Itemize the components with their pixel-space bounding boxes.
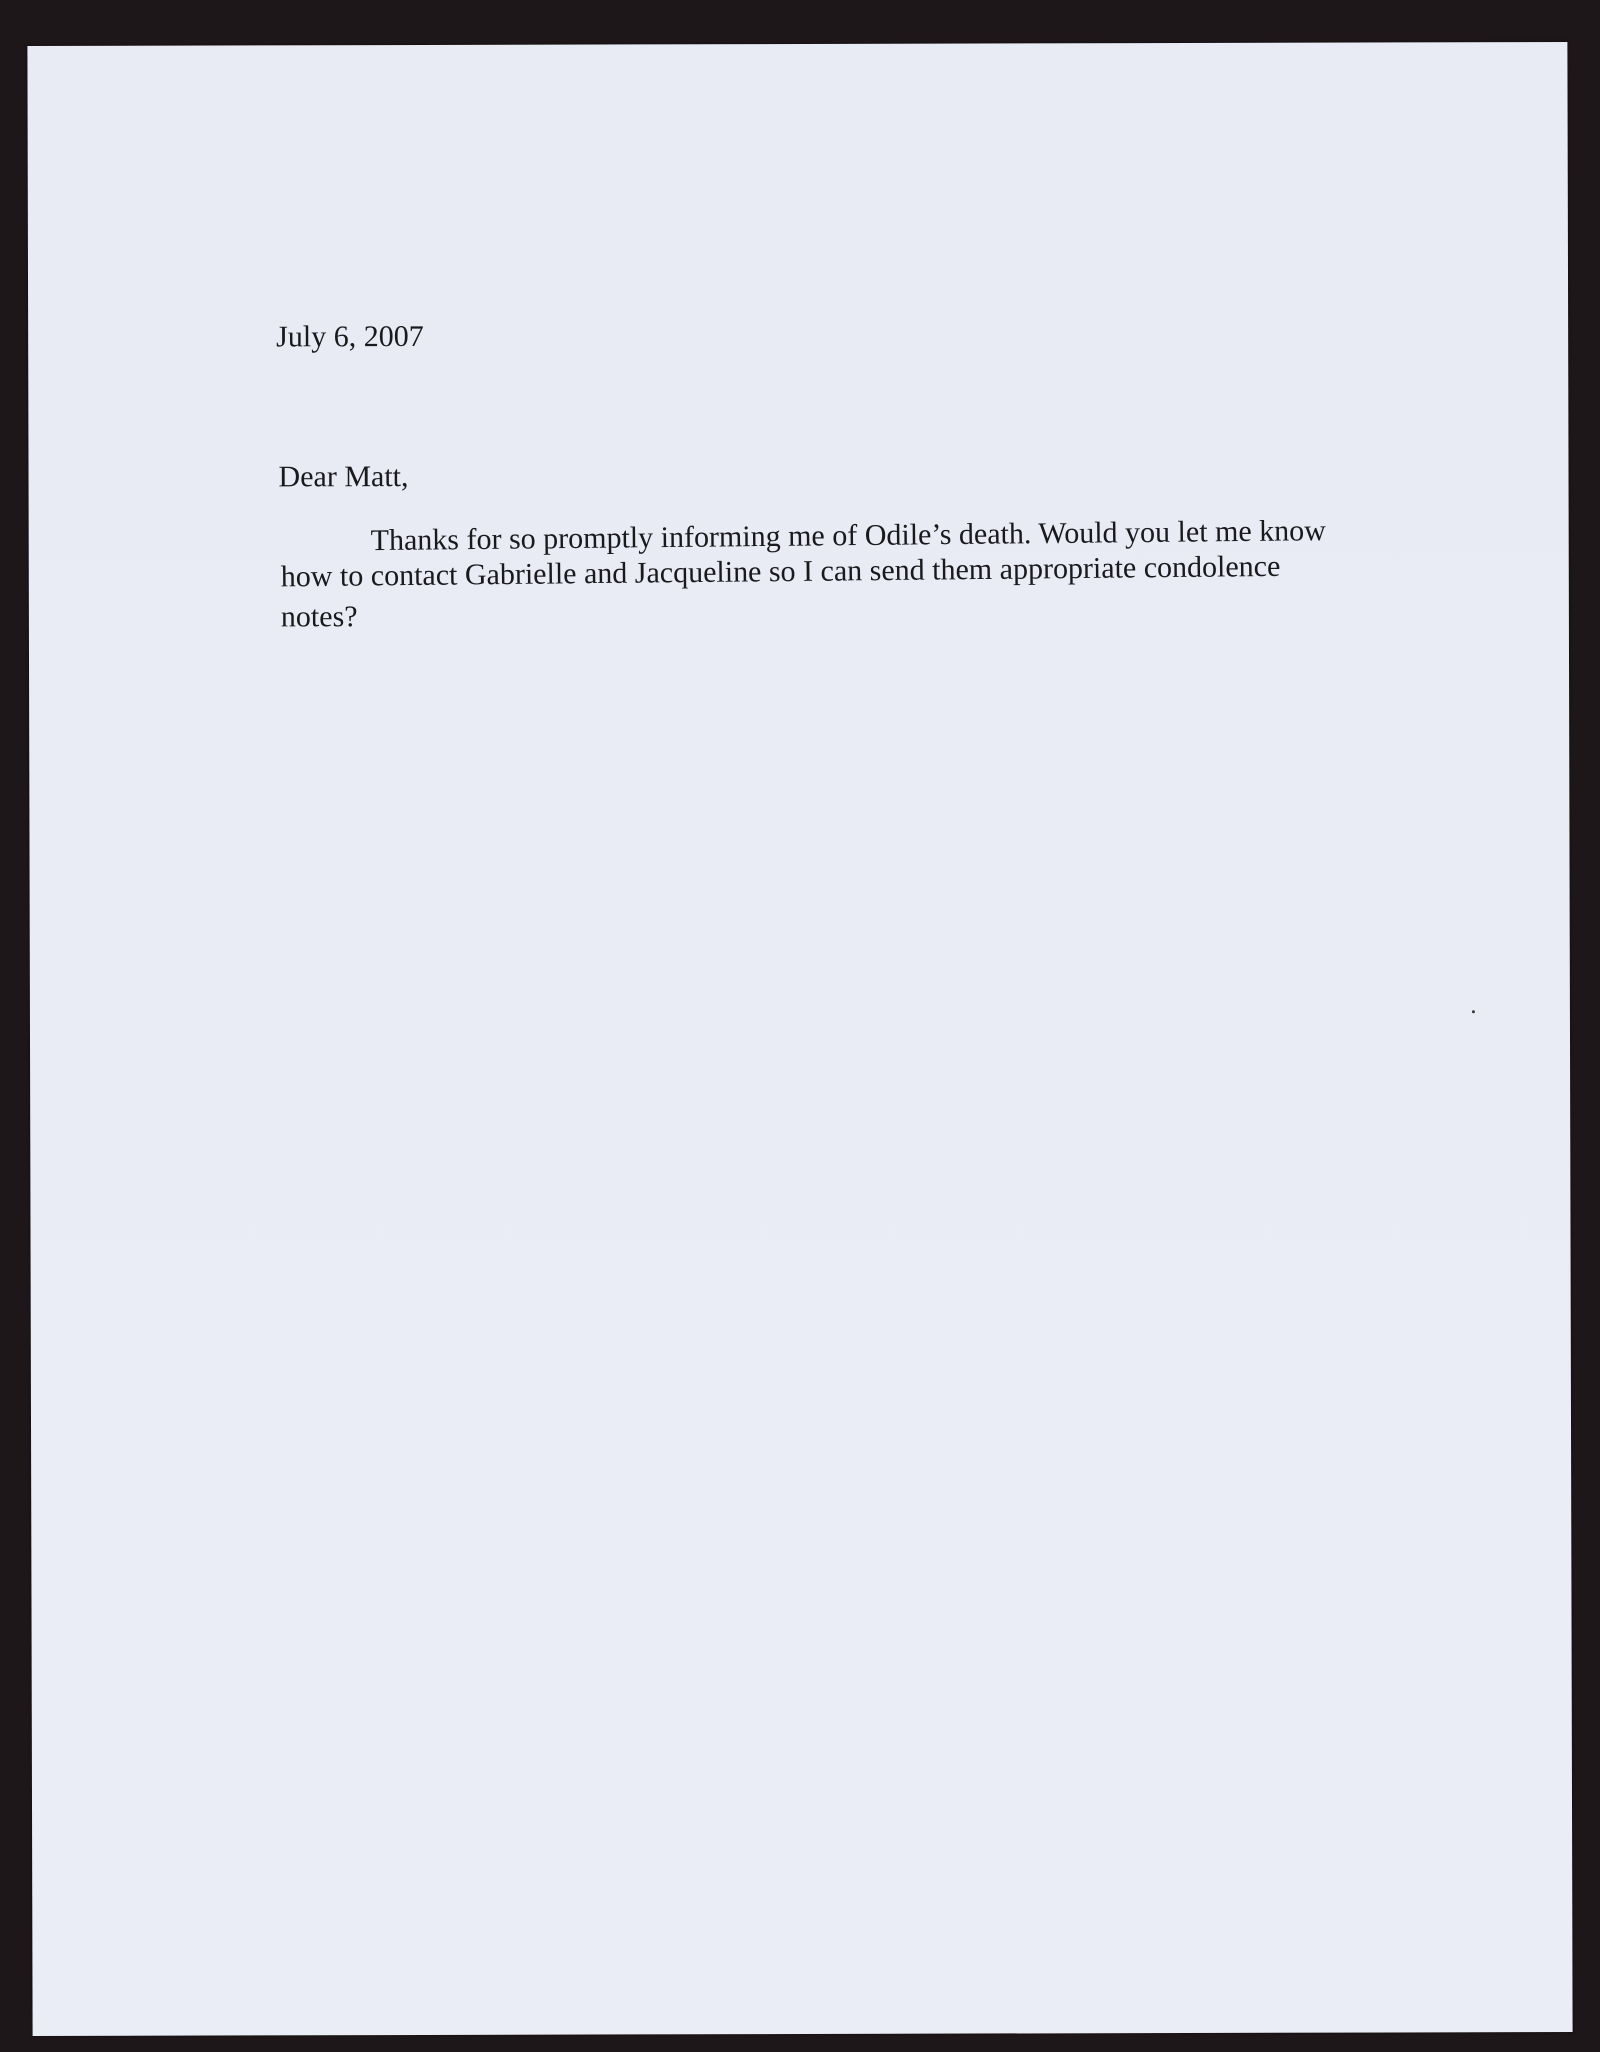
paper-speck: [1472, 1010, 1475, 1013]
letter-body-line: how to contact Gabrielle and Jacqueline so I can send them appropriate condolence: [280, 549, 1281, 594]
letter-body-line: Thanks for so promptly informing me of Odile’s death. Would you let me know: [370, 514, 1327, 558]
letter-salutation: Dear Matt,: [278, 460, 409, 494]
letter-body-line: notes?: [280, 600, 358, 634]
letter-date: July 6, 2007: [276, 319, 424, 354]
letter-page: [27, 42, 1572, 2036]
